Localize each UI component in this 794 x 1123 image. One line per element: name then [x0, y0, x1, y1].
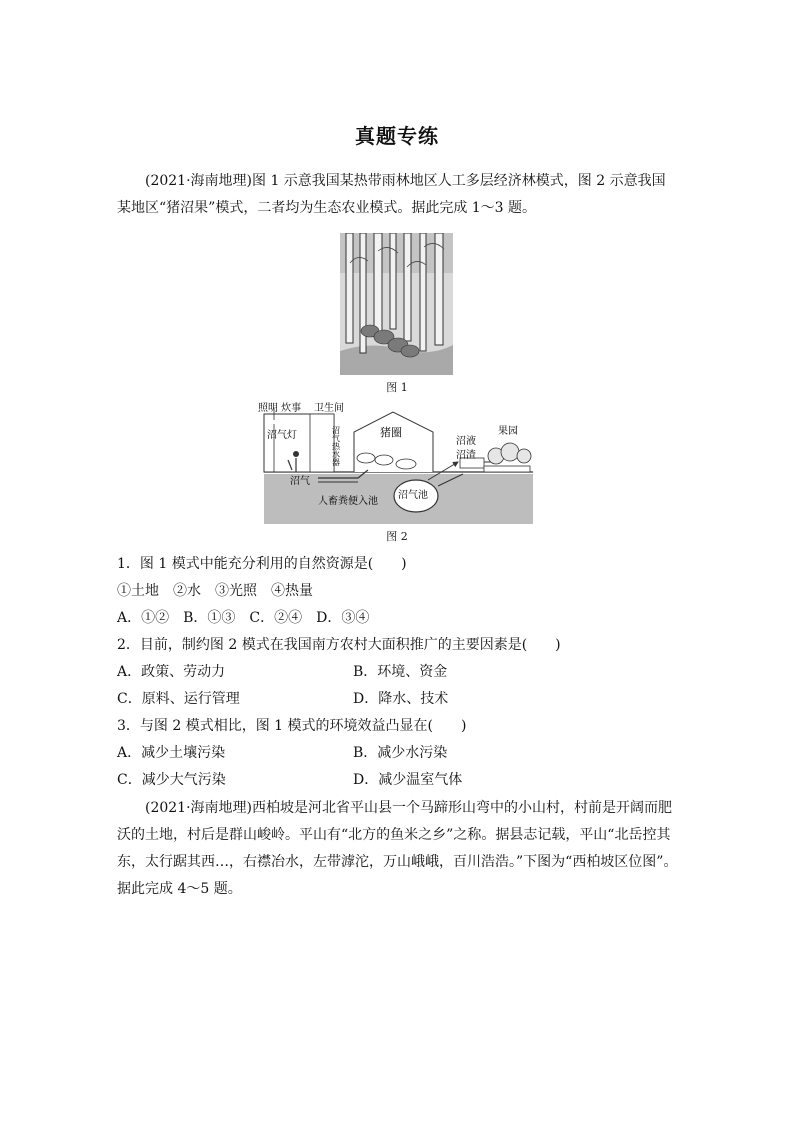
- question-1-options: A．①② B．①③ C．②④ D．③④: [117, 610, 370, 626]
- label-lamp: 沼气灯: [267, 430, 297, 441]
- question-3-option-a: A．减少土壤污染: [117, 745, 226, 761]
- intro-paragraph-1: (2021·海南地理)图 1 示意我国某热带雨林地区人工多层经济林模式，图 2 示意我国某地区“猪沼果”模式，二者均为生态农业模式。据此完成 1～3 题。: [117, 173, 666, 216]
- intro-paragraph-2: (2021·海南地理)西柏坡是河北省平山县一个马蹄形山弯中的小山村，村前是开阔而肥沃的土地，村后是群山峻岭。平山有“北方的鱼米之乡”之称。据县志记载，平山“北岳控其东，太行踞其西…，右襟冶水，左带滹沱，万山峨峨，百川浩浩。”下图为“西柏坡区位图”。据此完成 4～5 题。: [117, 800, 678, 897]
- label-orchard: 果园: [498, 426, 518, 437]
- question-2-option-a: A．政策、劳动力: [117, 664, 226, 680]
- label-digester: 沼气池: [398, 490, 428, 501]
- question-3-stem: 3．与图 2 模式相比，图 1 模式的环境效益凸显在( ): [117, 718, 467, 734]
- question-1-stem: 1．图 1 模式中能充分利用的自然资源是( ): [117, 556, 407, 572]
- question-2-option-b: B．环境、资金: [353, 664, 448, 680]
- figure-2-diagram: [258, 400, 533, 524]
- label-residue: 沼渣: [456, 450, 476, 461]
- figure-2-caption: 图 2: [386, 530, 408, 543]
- label-manure-pool: 人畜粪便入池: [318, 496, 378, 507]
- figure-1-caption: 图 1: [386, 381, 408, 394]
- question-3-option-b: B．减少水污染: [353, 745, 448, 761]
- label-heater: 沼气热水器: [331, 426, 341, 466]
- question-3-option-c: C．减少大气污染: [117, 772, 226, 788]
- question-2-stem: 2．目前，制约图 2 模式在我国南方农村大面积推广的主要因素是( ): [117, 637, 561, 653]
- question-1-items: ①土地 ②水 ③光照 ④热量: [117, 583, 313, 599]
- label-pigsty: 猪圈: [380, 426, 402, 439]
- question-2-option-c: C．原料、运行管理: [117, 691, 240, 707]
- question-3-option-d: D．减少温室气体: [353, 772, 463, 788]
- figure-1-image: [340, 233, 453, 375]
- label-toilet: 卫生间: [314, 403, 344, 414]
- question-2-option-d: D．降水、技术: [353, 691, 449, 707]
- page-title: 真题专练: [355, 124, 439, 148]
- label-biogas: 沼气: [290, 476, 310, 487]
- label-liquid: 沼液: [456, 436, 476, 447]
- label-lighting: 照明 炊事: [258, 403, 302, 414]
